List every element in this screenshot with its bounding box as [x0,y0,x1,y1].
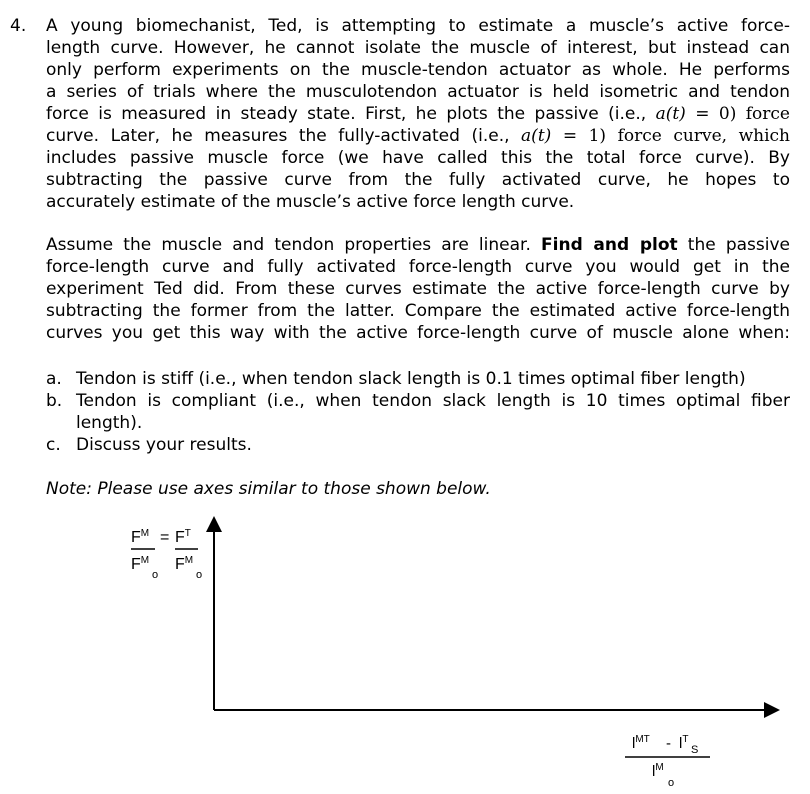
x-label-den: $l^M$ [652,762,664,780]
text-line: length curve. However, he cannot isolate the muscle of interest, but instead can [46,38,790,58]
math-activation: a(t) [655,104,686,124]
question-number: 4. [10,16,27,36]
bold-instruction: Find and plot [541,235,678,255]
text-fragment: Assume the muscle and tendon properties are linear. [46,235,542,255]
y-label-den-left: $F^M$ [131,555,150,573]
y-label-num-right: $F^T$ [175,528,191,546]
x-axis-label [625,734,710,789]
text-fragment: force is measured in steady state. First, he plots the passive (i.e., [46,104,656,124]
text-line: accurately estimate of the muscle’s active force length curve. [46,192,575,212]
x-label-num-a: $l^{MT}$ [632,734,650,752]
text-line: force-length curve and fully activated force-length curve you would get in the [46,257,790,277]
list-item-text: Discuss your results. [76,435,252,455]
text-line: a series of trials where the musculotendon actuator is held isometric and tendon [46,82,790,102]
y-label-equals: = [160,529,170,546]
x-label-den-sub: o [668,777,675,789]
text-line: subtracting the passive curve from the fully activated curve, he hopes to [46,170,790,190]
list-item-label: b. [46,391,63,411]
list-item-text: Tendon is stiff (i.e., when tendon slack length is 0.1 times optimal fiber length) [76,369,746,389]
y-label-den-right-sub: o [196,569,203,581]
text-fragment: curve. Later, he measures the fully-activated (i.e., [46,126,522,146]
y-axis-label [131,528,202,581]
math-equals-one: = 1) force curve, which [551,126,790,146]
text-line: A young biomechanist, Ted, is attempting to estimate a muscle’s active force- [46,16,790,36]
math-activation: a(t) [521,126,552,146]
text-line: experiment Ted did. From these curves estimate the active force-length curve by [46,279,790,299]
y-label-den-right: $F^M$ [175,555,194,573]
list-item-label: a. [46,369,62,389]
x-label-num-b: $l^T$ [679,734,689,752]
x-label-num-b-sub: S [691,744,699,756]
x-label-minus: - [666,735,671,752]
list-item-label: c. [46,435,61,455]
y-label-num-left: $F^M$ [131,528,150,546]
math-equals-zero: = 0) force [685,104,790,124]
list-item-text: Tendon is compliant (i.e., when tendon slack length is 10 times optimal fiber [76,391,790,411]
y-label-den-left-sub: o [152,569,159,581]
text-line: includes passive muscle force (we have called this the total force curve). By [46,148,790,168]
text-line: subtracting the former from the latter. Compare the estimated active force-length [46,301,790,321]
text-fragment: the passive [677,235,791,255]
list-item-text: length). [76,413,143,433]
note-text: Note: Please use axes similar to those shown below. [46,479,491,499]
text-line: only perform experiments on the muscle-tendon actuator as whole. He performs [46,60,790,80]
text-line: curves you get this way with the active force-length curve of muscle alone when: [46,323,790,343]
